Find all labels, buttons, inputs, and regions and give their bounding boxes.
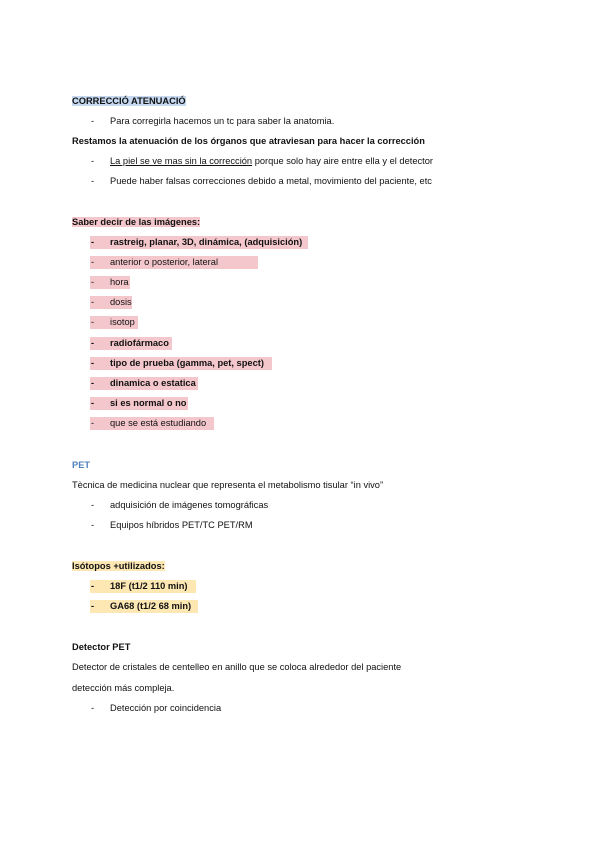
section-heading-atenuacio: CORRECCIÓ ATENUACIÓ bbox=[72, 96, 186, 106]
statement-text: Restamos la atenuación de los órganos que atraviesan para hacer la corrección bbox=[72, 136, 425, 146]
section-heading-pet: PET bbox=[72, 460, 91, 470]
detector-description: Detector de cristales de centelleo en anillo que se coloca alrededor del paciente bbox=[72, 662, 402, 672]
document-page: CORRECCIÓ ATENUACIÓ - Para corregirla hacemos un tc para saber la anatomia. Restamos la atenuación de los órganos que atraviesan para hacer la corrección - La piel se ve mas sin la corrección porque solo hay aire entre ella y el detector - Puede haber falsas correcciones debido a metal, movimiento del paciente, etc Saber decir de las imágenes: - rastreig, planar, 3D, dinámica, (adquisición) - anterior o posterior, lateral - hora - dosis - isotop - radiofármaco - tipo de prueba (gamma, pet, spect) - dinamica o estatica - si es normal o no - que se está estudiando PET Tècnica de medicina nuclear que representa el metabolismo tisular “in vivo” - adquisición de imágenes tomográficas - Equipos híbridos PET/TC PET/RM Isótopos +utilizados: - 18F (t1/2 110 min) - GA68 (t1/2 68 min) Detector PET Detector de cristales de centelleo en anillo que se coloca alrededor del paciente detección más compleja. - Detección por coincidencia bbox=[72, 96, 433, 713]
section-heading-saber-decir: Saber decir de las imágenes: bbox=[72, 217, 201, 227]
section-heading-isotopos: Isótopos +utilizados: bbox=[72, 561, 165, 571]
pet-description: Tècnica de medicina nuclear que representa el metabolismo tisular “in vivo” bbox=[72, 480, 384, 490]
section-heading-detector: Detector PET bbox=[72, 642, 131, 652]
detector-description-2: detección más compleja. bbox=[72, 683, 175, 693]
underlined-text: La piel se ve mas sin la corrección bbox=[110, 156, 253, 166]
